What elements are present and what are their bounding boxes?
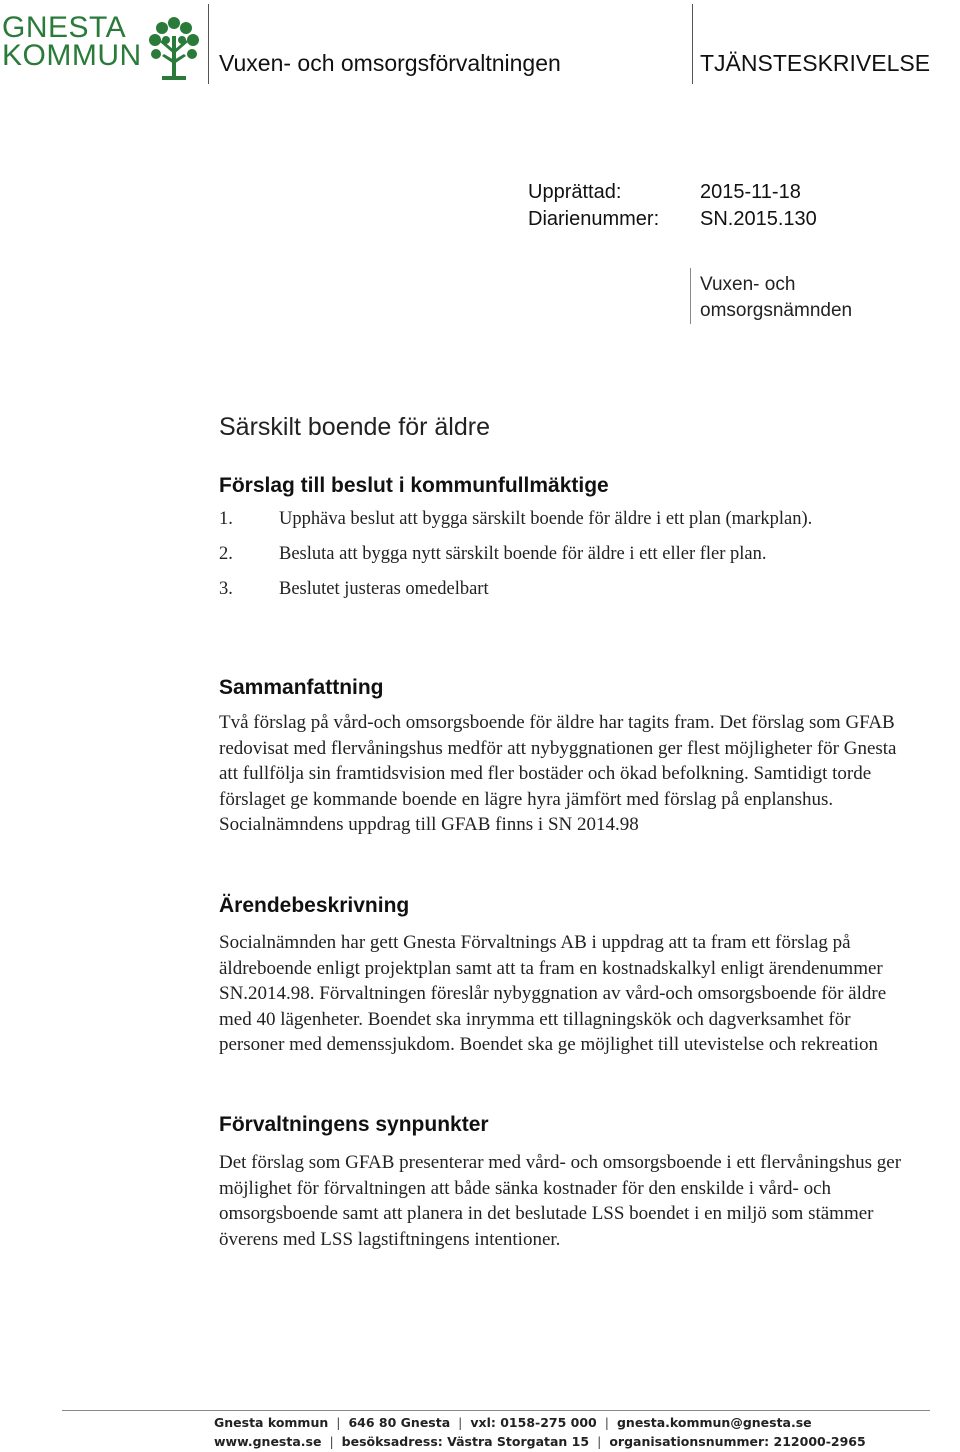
document-type: TJÄNSTESKRIVELSE (700, 50, 931, 76)
list-item-text: Beslutet justeras omedelbart (279, 579, 489, 599)
department-name: Vuxen- och omsorgsförvaltningen (219, 50, 561, 76)
list-item (219, 540, 812, 575)
list-item-text: Upphäva beslut att bygga särskilt boende för äldre i ett plan (markplan). (279, 509, 813, 529)
list-item (219, 505, 812, 540)
footer-org-number: organisationsnummer: 212000-2965 (609, 1434, 866, 1449)
footer-visit-address: besöksadress: Västra Storgatan 15 (341, 1434, 590, 1449)
list-item-text: Besluta att bygga nytt särskilt boende för äldre i ett eller fler plan. (279, 544, 767, 564)
recipient-line-2: omsorgsnämnden (700, 300, 853, 321)
recipient-line-1: Vuxen- och (700, 274, 796, 295)
list-item-number: 1. (219, 509, 233, 529)
footer-separator: | (597, 1434, 602, 1449)
footer-email-link[interactable]: gnesta.kommun@gnesta.se (616, 1415, 812, 1430)
created-label: Upprättad: (528, 181, 622, 203)
list-item (219, 575, 812, 610)
summary-heading: Sammanfattning (219, 676, 384, 699)
logo-line-1: GNESTA (2, 11, 127, 44)
meta-labels (528, 179, 659, 233)
footer-org-name: Gnesta kommun (214, 1415, 329, 1430)
footer-phone: vxl: 0158-275 000 (470, 1415, 597, 1430)
logo-line-2: KOMMUN (2, 39, 142, 72)
description-heading: Ärendebeskrivning (219, 894, 410, 917)
created-date: 2015-11-18 (700, 181, 801, 203)
meta-values (700, 179, 817, 233)
list-item-number: 3. (219, 579, 233, 599)
footer-separator: | (458, 1415, 463, 1430)
diary-number: SN.2015.130 (700, 208, 817, 230)
viewpoints-heading: Förvaltningens synpunkter (219, 1113, 489, 1136)
header-divider-left (208, 4, 209, 84)
header-divider-right (692, 4, 693, 84)
diary-label: Diarienummer: (528, 208, 660, 230)
document-title: Särskilt boende för äldre (219, 413, 490, 441)
footer-website-link[interactable]: www.gnesta.se (214, 1434, 322, 1449)
viewpoints-paragraph: Det förslag som GFAB presenterar med vård- och omsorgsboende i ett flervåningshus ger möjlighet för förvaltningen att både sänka kostnader för den enskilde i vård- och omsorgsboende samt att planera in det beslutade LSS boendet i en miljö som stämmer överens med LSS lagstiftningens intentioner. (219, 1152, 902, 1250)
logo-wordmark (2, 11, 142, 72)
footer-divider (62, 1410, 930, 1411)
footer-row-2 (214, 1434, 866, 1449)
footer-separator: | (329, 1434, 334, 1449)
footer-row-1 (214, 1415, 812, 1430)
list-item-number: 2. (219, 544, 233, 564)
proposal-heading: Förslag till beslut i kommunfullmäktige (219, 474, 609, 497)
tree-emblem-icon (148, 14, 200, 82)
recipient-divider (690, 268, 691, 324)
summary-paragraph: Två förslag på vård-och omsorgsboende för äldre har tagits fram. Det förslag som GFAB redovisat med flervåningshus medför att nybyggnationen ger flest möjligheter för Gnesta att fullfölja sin framtidsvision med fler bostäder och ökad befolkning. Samtidigt torde förslaget ge kommande boende en lägre hyra jämfört med förslag på enplanshus. Socialnämndens uppdrag till GFAB finns i SN 2014.98 (219, 712, 897, 835)
gnesta-kommun-logo (2, 11, 202, 84)
proposal-list (219, 505, 812, 610)
footer-separator: | (604, 1415, 609, 1430)
footer-postal-address: 646 80 Gnesta (348, 1415, 451, 1430)
footer-separator: | (336, 1415, 341, 1430)
recipient-block (700, 272, 852, 324)
description-paragraph: Socialnämnden har gett Gnesta Förvaltnings AB i uppdrag att ta fram ett förslag på äldreboende enligt projektplan samt att ta fram en kostnadskalkyl enligt ärendenummer SN.2014.98. Förvaltningen föreslår nybyggnation av vård-och omsorgsboende för äldre med 40 lägenheter. Boendet ska inrymma ett tillagningskök och dagverksamhet för personer med demenssjukdom. Boendet ska ge möjlighet till utevistelse och rekreation (219, 932, 887, 1055)
